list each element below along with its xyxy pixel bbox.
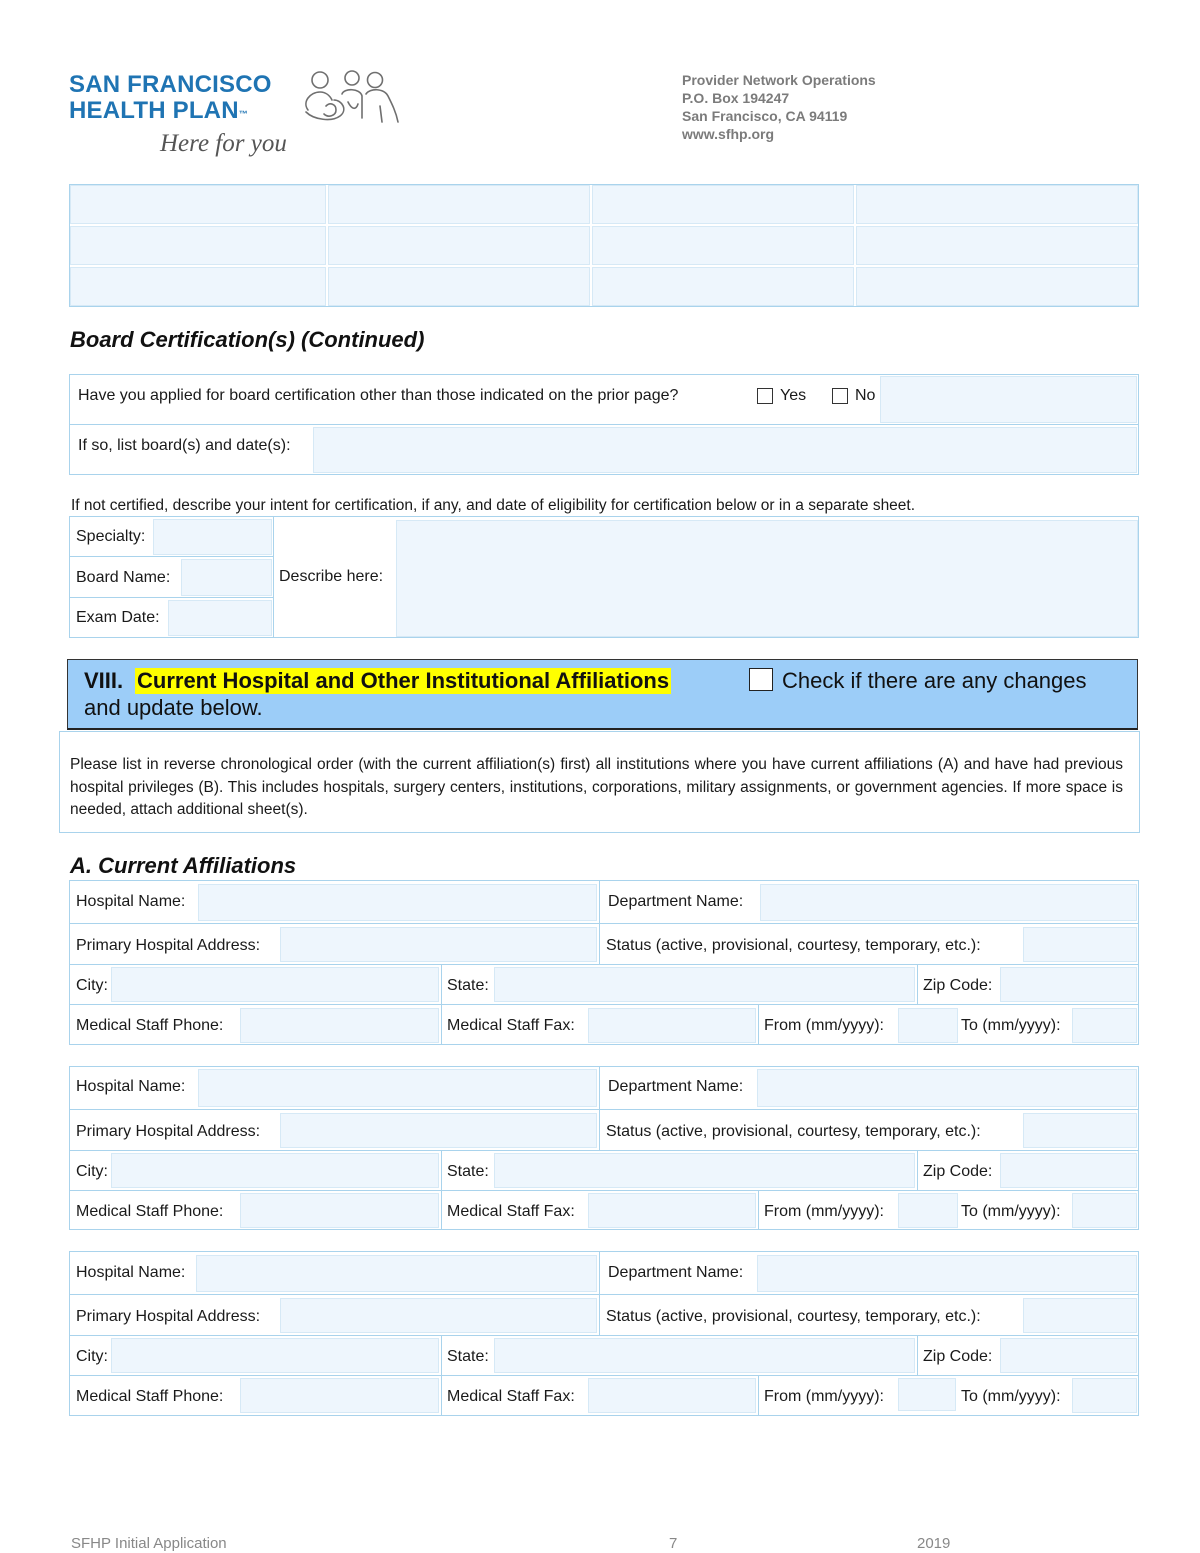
to-field[interactable] [1072,1008,1137,1043]
from-label: From (mm/yyyy): [764,1017,884,1034]
section-numeral: VIII. [84,668,124,693]
divider [70,964,1138,965]
divider [441,1151,442,1229]
divider [70,1375,1138,1376]
address-line: P.O. Box 194247 [682,90,790,106]
to-label: To (mm/yyyy): [961,1203,1061,1220]
yes-checkbox[interactable] [757,388,773,404]
zip-label: Zip Code: [923,1348,993,1365]
table-cell[interactable] [328,226,590,265]
primary-address-label: Primary Hospital Address: [76,1123,261,1140]
divider [599,1252,600,1335]
fax-field[interactable] [588,1378,756,1413]
section-viii-title: Current Hospital and Other Institutional Affiliations [137,668,670,693]
list-boards-label: If so, list board(s) and date(s): [78,437,291,454]
state-field[interactable] [494,1338,915,1373]
specialty-label: Specialty: [76,528,146,545]
divider [70,1004,1138,1005]
divider [599,881,600,964]
state-label: State: [447,977,489,994]
status-field[interactable] [1023,927,1137,962]
from-label: From (mm/yyyy): [764,1203,884,1220]
family-logo-icon [296,66,408,128]
not-certified-note: If not certified, describe your intent for certification, if any, and date of eligibility for certification below or in a separate sheet. [71,497,916,514]
status-field[interactable] [1023,1113,1137,1148]
primary-address-field[interactable] [280,1113,597,1148]
to-field[interactable] [1072,1193,1137,1228]
phone-label: Medical Staff Phone: [76,1388,224,1405]
fax-label: Medical Staff Fax: [447,1388,575,1405]
fax-field[interactable] [588,1193,756,1228]
city-label: City: [76,1163,108,1180]
logo-line-1: SAN FRANCISCO [69,71,272,98]
applied-question: Have you applied for board certification other than those indicated on the prior page? [78,387,679,404]
primary-address-field[interactable] [280,1298,597,1333]
divider [758,1191,759,1229]
to-label: To (mm/yyyy): [961,1017,1061,1034]
status-label: Status (active, provisional, courtesy, temporary, etc.): [606,1123,981,1140]
divider [917,965,918,1004]
changes-checkbox[interactable] [749,668,773,691]
state-label: State: [447,1348,489,1365]
exam-date-field[interactable] [168,600,272,636]
divider [70,1294,1138,1295]
divider [70,424,1138,425]
yes-label: Yes [780,387,807,404]
phone-label: Medical Staff Phone: [76,1017,224,1034]
divider [273,517,274,637]
hospital-name-field[interactable] [198,884,597,921]
no-label: No [855,387,876,404]
from-field[interactable] [898,1378,956,1411]
state-label: State: [447,1163,489,1180]
logo-line-2: HEALTH PLAN™ [69,97,248,124]
table-cell[interactable] [70,267,326,306]
current-affiliations-title: A. Current Affiliations [70,853,297,878]
primary-address-label: Primary Hospital Address: [76,1308,261,1325]
phone-field[interactable] [240,1008,439,1043]
changes-label: Check if there are any changes [782,668,1087,693]
instructions-text: Please list in reverse chronological order (with the current affiliation(s) first) all institutions where you have current affiliations (A) and have had previous hospital privileges (B). This includes hospitals, surgery centers, institutions, corporations, military assignments, or government agencies. If more space is needed, attach additional sheet(s). [70,756,1123,818]
zip-label: Zip Code: [923,977,993,994]
primary-address-field[interactable] [280,927,597,962]
state-field[interactable] [494,1153,915,1188]
specialty-field[interactable] [153,519,272,555]
divider [917,1151,918,1190]
board-name-field[interactable] [181,559,272,596]
department-name-label: Department Name: [608,1264,744,1281]
divider [917,1336,918,1375]
zip-field[interactable] [1000,1153,1137,1188]
no-checkbox[interactable] [832,388,848,404]
exam-date-label: Exam Date: [76,609,160,626]
zip-label: Zip Code: [923,1163,993,1180]
address-line: San Francisco, CA 94119 [682,108,848,124]
from-label: From (mm/yyyy): [764,1388,884,1405]
hospital-name-field[interactable] [196,1255,597,1292]
board-name-label: Board Name: [76,569,171,586]
changes-label-continued: and update below. [84,695,263,720]
table-cell[interactable] [328,185,590,224]
from-field[interactable] [898,1008,958,1043]
department-name-field[interactable] [760,884,1137,921]
divider [70,1150,1138,1151]
hospital-name-label: Hospital Name: [76,893,186,910]
divider [70,556,273,557]
fax-label: Medical Staff Fax: [447,1203,575,1220]
table-cell[interactable] [856,185,1138,224]
footer-title: SFHP Initial Application [71,1535,227,1552]
divider [70,1335,1138,1336]
tagline: Here for you [160,130,287,157]
hospital-name-label: Hospital Name: [76,1264,186,1281]
hospital-name-field[interactable] [198,1069,597,1107]
divider [599,1067,600,1150]
table-cell[interactable] [70,226,326,265]
table-cell[interactable] [70,185,326,224]
city-field[interactable] [111,1338,439,1373]
city-label: City: [76,1348,108,1365]
status-label: Status (active, provisional, courtesy, temporary, etc.): [606,937,981,954]
divider [70,1190,1138,1191]
describe-label: Describe here: [279,568,384,585]
divider [758,1005,759,1044]
department-name-label: Department Name: [608,893,744,910]
city-field[interactable] [111,1153,439,1188]
department-name-field[interactable] [757,1255,1137,1292]
city-label: City: [76,977,108,994]
describe-field[interactable] [396,520,1138,637]
to-field[interactable] [1072,1378,1137,1413]
table-cell[interactable] [592,226,854,265]
address-line: www.sfhp.org [682,126,775,142]
divider [70,597,273,598]
fax-label: Medical Staff Fax: [447,1017,575,1034]
page-number: 7 [669,1535,678,1552]
department-name-field[interactable] [757,1069,1137,1107]
applied-answer-field[interactable] [880,376,1137,423]
hospital-name-label: Hospital Name: [76,1078,186,1095]
list-boards-field[interactable] [313,427,1137,473]
city-field[interactable] [111,967,439,1002]
divider [441,965,442,1044]
phone-field[interactable] [240,1378,439,1413]
divider [70,1109,1138,1110]
fax-field[interactable] [588,1008,756,1043]
to-label: To (mm/yyyy): [961,1388,1061,1405]
provider-address [682,71,876,143]
state-field[interactable] [494,967,915,1002]
status-label: Status (active, provisional, courtesy, temporary, etc.): [606,1308,981,1325]
table-cell[interactable] [856,226,1138,265]
address-line: Provider Network Operations [682,72,876,88]
table-cell[interactable] [856,267,1138,306]
phone-field[interactable] [240,1193,439,1228]
from-field[interactable] [898,1193,958,1228]
table-cell[interactable] [592,185,854,224]
zip-field[interactable] [1000,967,1137,1002]
board-certification-title: Board Certification(s) (Continued) [70,327,425,352]
zip-field[interactable] [1000,1338,1137,1373]
department-name-label: Department Name: [608,1078,744,1095]
table-cell[interactable] [592,267,854,306]
status-field[interactable] [1023,1298,1137,1333]
primary-address-label: Primary Hospital Address: [76,937,261,954]
phone-label: Medical Staff Phone: [76,1203,224,1220]
table-cell[interactable] [328,267,590,306]
divider [441,1336,442,1415]
footer-year: 2019 [917,1535,951,1552]
divider [758,1376,759,1415]
divider [70,923,1138,924]
